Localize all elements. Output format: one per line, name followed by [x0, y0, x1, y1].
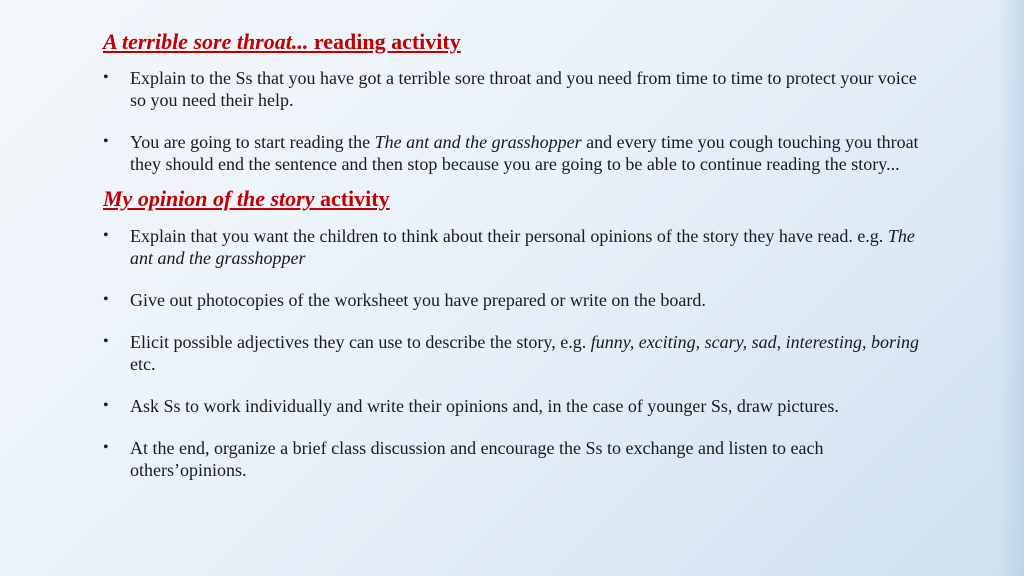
heading-italic-part: A terrible sore throat...	[103, 29, 309, 54]
story-title: The ant and the grasshopper	[374, 132, 582, 153]
bullet-icon: •	[103, 69, 109, 87]
heading-italic-part: My opinion of the story	[103, 186, 315, 212]
list-item	[103, 225, 923, 269]
slide-edge-decoration	[998, 0, 1024, 576]
heading-rest-part: activity	[314, 186, 390, 212]
bullet-text-after: etc.	[130, 353, 156, 374]
bullet-text: Explain to the Ss that you have got a terrible sore throat and you need from time to time to protect your voice so you need their help.	[130, 68, 917, 111]
list-item	[103, 437, 923, 481]
bullet-text-before: You are going to start reading the	[130, 132, 375, 153]
bullet-icon: •	[103, 332, 109, 350]
bullet-icon: •	[103, 396, 109, 414]
opinion-bullet-list	[103, 225, 923, 481]
list-item	[103, 331, 923, 375]
bullet-icon: •	[103, 226, 109, 244]
bullet-icon: •	[103, 438, 109, 456]
bullet-text: Give out photocopies of the worksheet you have prepared or write on the board.	[130, 289, 706, 310]
bullet-icon: •	[103, 133, 109, 151]
section-heading-opinion	[103, 186, 923, 212]
adjective-list: funny, exciting, scary, sad, interesting, boring	[590, 331, 920, 352]
list-item	[103, 67, 923, 111]
bullet-text: Ask Ss to work individually and write their opinions and, in the case of younger Ss, draw pictures.	[130, 395, 839, 416]
bullet-text-before: Explain that you want the children to think about their personal opinions of the story they have read. e.g.	[130, 225, 888, 246]
story-title: The ant and the grasshopper	[130, 225, 915, 268]
bullet-text-before: Elicit possible adjectives they can use to describe the story, e.g.	[130, 331, 591, 352]
bullet-text: At the end, organize a brief class discussion and encourage the Ss to exchange and listen to each others’opinions.	[130, 437, 824, 480]
heading-rest-part: reading activity	[308, 29, 461, 54]
list-item	[103, 395, 923, 417]
list-item	[103, 131, 923, 175]
sore-throat-bullet-list	[103, 67, 923, 175]
bullet-icon: •	[103, 290, 109, 308]
list-item	[103, 289, 923, 311]
section-heading-sore-throat	[103, 29, 923, 55]
bullet-text-after: and every time you cough touching you throat they should end the sentence and then stop because you are going to be able to continue reading the story...	[130, 132, 919, 175]
slide-content	[103, 29, 923, 481]
